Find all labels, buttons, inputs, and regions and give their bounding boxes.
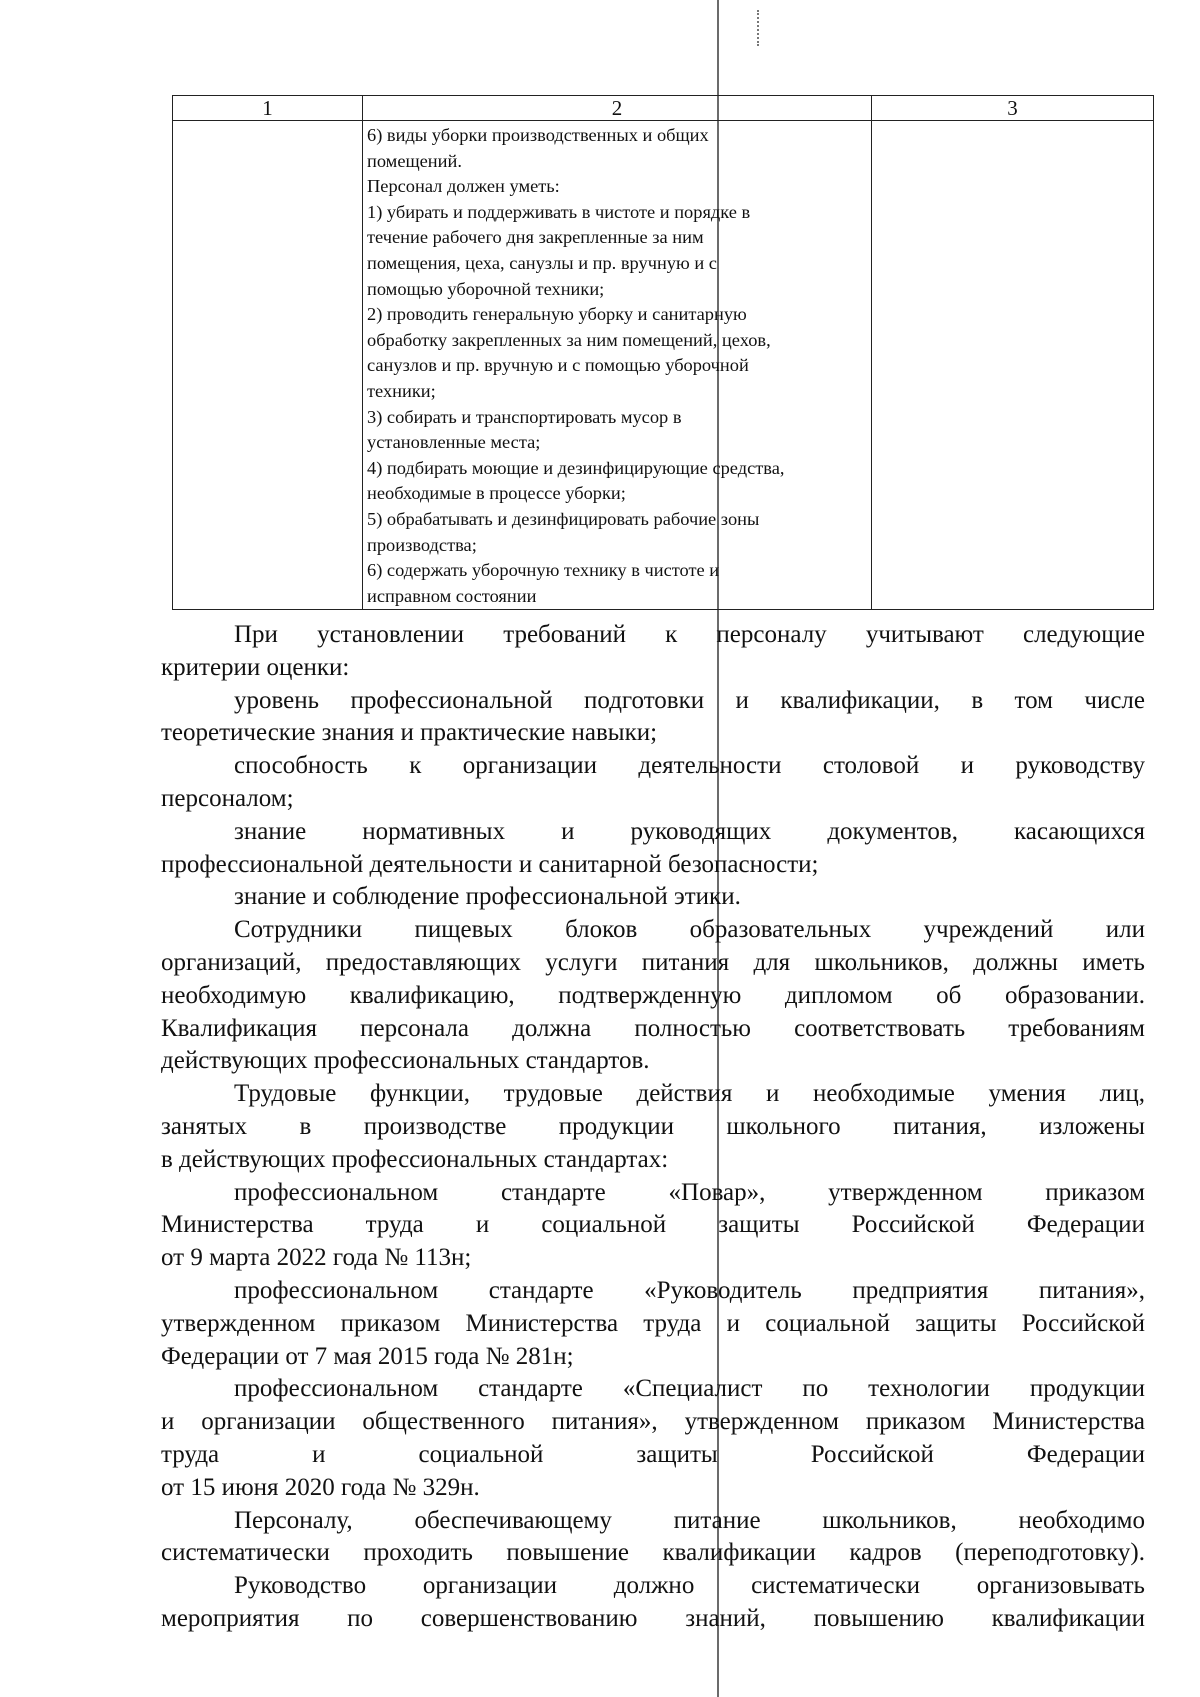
table-cell-line: санузлов и пр. вручную и с помощью уборочной xyxy=(367,355,749,376)
table-cell-line: 3) собирать и транспортировать мусор в xyxy=(367,406,682,427)
table-cell-line: техники; xyxy=(367,380,436,401)
text-line: Министерства труда и социальной защиты Российской Федерации xyxy=(161,1211,1145,1239)
table-cell-line: обработку закрепленных за ним помещений, цехов, xyxy=(367,329,771,350)
text-line: профессиональном стандарте «Руководитель предприятия питания», xyxy=(234,1276,1145,1304)
table-cell-line: 6) виды уборки производственных и общих xyxy=(367,125,709,145)
text-line: При установлении требований к персоналу учитывают следующие xyxy=(234,621,1145,648)
table-cell-line: 4) подбирать моющие и дезинфицирующие средства, xyxy=(367,457,785,478)
table-cell-line: исправном состоянии xyxy=(367,585,537,606)
table-header-col-1: 1 xyxy=(173,96,363,121)
table-cell-line: течение рабочего дня закрепленные за ним xyxy=(367,227,704,248)
text-line: организаций, предоставляющих услуги питания для школьников, должны иметь xyxy=(161,948,1145,976)
requirements-table xyxy=(172,95,1154,610)
text-line: занятых в производстве продукции школьного питания, изложены xyxy=(161,1112,1145,1140)
text-line: Федерации от 7 мая 2015 года № 281н; xyxy=(161,1342,574,1370)
text-line: Персоналу, обеспечивающему питание школьников, необходимо xyxy=(234,1506,1145,1534)
table-cell-line: 2) проводить генеральную уборку и санитарную xyxy=(367,304,747,325)
scan-artifact-dots xyxy=(757,10,761,46)
text-line: знание и соблюдение профессиональной этики. xyxy=(234,883,741,911)
table-cell-line: необходимые в процессе уборки; xyxy=(367,483,626,504)
text-line: знание нормативных и руководящих документов, касающихся xyxy=(234,817,1145,845)
text-line: утвержденном приказом Министерства труда и социальной защиты Российской xyxy=(161,1309,1145,1337)
table-cell-line: 6) содержать уборочную технику в чистоте и xyxy=(367,560,720,581)
text-line: от 9 марта 2022 года № 113н; xyxy=(161,1244,472,1272)
table-cell-col-2 xyxy=(363,121,872,610)
text-line: в действующих профессиональных стандартах: xyxy=(161,1145,669,1173)
document-body xyxy=(161,619,1145,1636)
text-line: Руководство организации должно систематически организовывать xyxy=(234,1572,1145,1600)
text-line: профессиональной деятельности и санитарной безопасности; xyxy=(161,850,819,878)
table-cell-line: производства; xyxy=(367,534,477,555)
text-line: мероприятия по совершенствованию знаний, повышению квалификации xyxy=(161,1604,1145,1632)
table-cell-line: установленные места; xyxy=(367,432,541,453)
table-header-col-3: 3 xyxy=(872,96,1154,121)
table-cell-col-3 xyxy=(872,121,1154,610)
text-line: труда и социальной защиты Российской Федерации xyxy=(161,1440,1145,1468)
table-cell-col-1 xyxy=(173,121,363,610)
table-header-row xyxy=(173,96,1154,121)
text-line: Квалификация персонала должна полностью соответствовать требованиям xyxy=(161,1014,1145,1042)
table-row xyxy=(173,121,1154,610)
table-cell-line: помощью уборочной техники; xyxy=(367,278,605,299)
text-line: способность к организации деятельности столовой и руководству xyxy=(234,752,1145,780)
table-cell-line: Персонал должен уметь: xyxy=(367,176,560,197)
text-line: персоналом; xyxy=(161,784,294,812)
text-line: необходимую квалификацию, подтвержденную дипломом об образовании. xyxy=(161,981,1145,1009)
text-line: действующих профессиональных стандартов. xyxy=(161,1047,650,1075)
text-line: критерии оценки: xyxy=(161,653,350,681)
table-cell-line: помещений. xyxy=(367,150,462,171)
table-cell-line: 5) обрабатывать и дезинфицировать рабочие зоны xyxy=(367,508,760,529)
text-line: уровень профессиональной подготовки и квалификации, в том числе xyxy=(234,686,1145,714)
table-cell-text xyxy=(363,121,871,609)
text-line: от 15 июня 2020 года № 329н. xyxy=(161,1473,480,1501)
table-cell-line: 1) убирать и поддерживать в чистоте и порядке в xyxy=(367,201,751,222)
text-line: теоретические знания и практические навыки; xyxy=(161,719,658,747)
table-header-col-2: 2 xyxy=(363,96,872,121)
text-line: и организации общественного питания», утвержденном приказом Министерства xyxy=(161,1408,1145,1436)
table-cell-line: помещения, цеха, санузлы и пр. вручную и с xyxy=(367,252,717,273)
text-line: профессиональном стандарте «Повар», утвержденном приказом xyxy=(234,1178,1145,1206)
text-line: систематически проходить повышение квалификации кадров (переподготовку). xyxy=(161,1539,1145,1567)
text-line: профессиональном стандарте «Специалист по технологии продукции xyxy=(234,1375,1145,1403)
text-line: Трудовые функции, трудовые действия и необходимые умения лиц, xyxy=(234,1080,1145,1108)
text-line: Сотрудники пищевых блоков образовательных учреждений или xyxy=(234,916,1145,944)
